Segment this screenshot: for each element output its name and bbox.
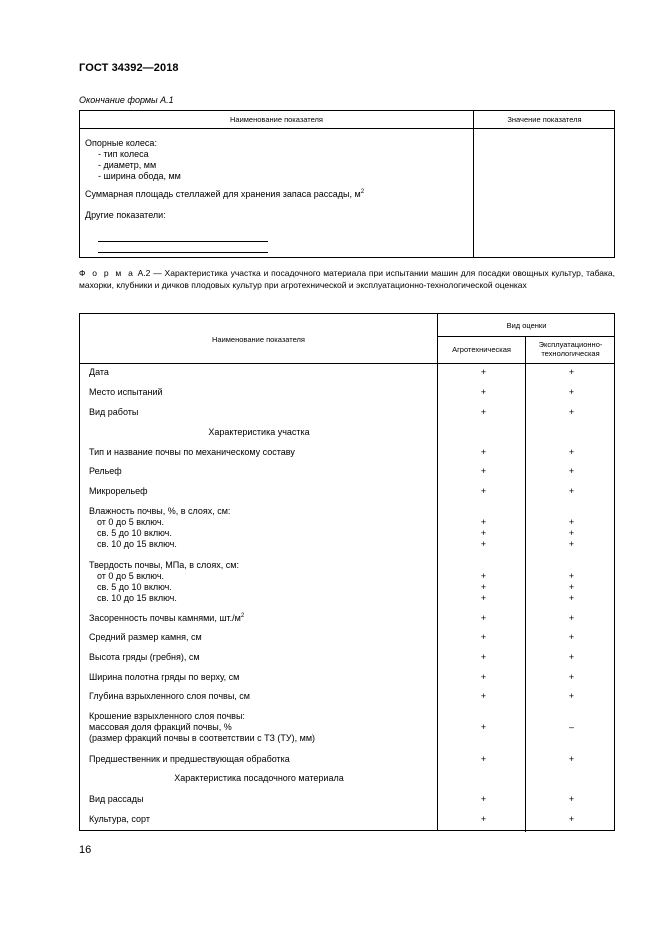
mark-agro: +: [480, 407, 487, 417]
mark-agro: +: [480, 387, 487, 397]
mark-agro: +: [480, 652, 487, 662]
table-row: Засоренность почвы камнями, $шт./м^2$: [89, 613, 245, 623]
table-row: Высота гряды (гребня), см: [89, 652, 200, 662]
mark-agro: +: [480, 528, 487, 538]
table-row: Рельеф: [89, 466, 122, 476]
list-item: - диаметр, мм: [98, 160, 157, 170]
mark-expl: +: [568, 672, 575, 682]
table-row: Средний размер камня, см: [89, 632, 202, 642]
mark-agro: +: [480, 367, 487, 377]
table-row: Культура, сорт: [89, 814, 150, 824]
mark-agro: +: [480, 754, 487, 764]
table-row-sub: массовая доля фракций почвы, %: [89, 722, 232, 732]
table-row-sub: св. 5 до 10 включ.: [97, 582, 172, 592]
mark-expl: +: [568, 367, 575, 377]
column-header-expl: Эксплуатационно- технологическая: [538, 340, 603, 358]
table-row: Влажность почвы, %, в слоях, см:: [89, 506, 231, 516]
other-label: Другие показатели:: [85, 210, 166, 220]
form-a2-caption: Ф о р м а А.2 — Характеристика участка и посадочного материала при испытании машин для посадки овощных культур, табака, махорки, клубники и дичков плодовых культур при агротехнической и эксплуатационно-технологической оценках: [79, 268, 615, 290]
mark-expl: +: [568, 447, 575, 457]
table-row: Предшественник и предшествующая обработка: [89, 754, 290, 764]
table-row: Вид работы: [89, 407, 139, 417]
list-item: - ширина обода, мм: [98, 171, 181, 181]
form-ending-caption: Окончание формы А.1: [79, 95, 174, 105]
mark-agro: +: [480, 447, 487, 457]
mark-expl: –: [568, 722, 574, 732]
table-row-sub: от 0 до 5 включ.: [97, 571, 165, 581]
mark-agro: +: [480, 486, 487, 496]
mark-agro: +: [480, 539, 487, 549]
page-number: 16: [79, 844, 92, 856]
column-header-agro: Агротехническая: [452, 345, 511, 354]
form-a1-table: [79, 110, 615, 258]
mark-expl: +: [568, 387, 575, 397]
mark-expl: +: [568, 407, 575, 417]
table-row-sub: от 0 до 5 включ.: [97, 517, 165, 527]
table-row-sub: св. 5 до 10 включ.: [97, 528, 172, 538]
mark-expl: +: [568, 613, 575, 623]
mark-agro: +: [480, 582, 487, 592]
column-header-name: Наименование показателя: [230, 115, 323, 124]
mark-expl: +: [568, 486, 575, 496]
mark-expl: +: [568, 466, 575, 476]
mark-agro: +: [480, 593, 487, 603]
mark-expl: +: [568, 814, 575, 824]
form-a2-table: [79, 313, 615, 831]
mark-agro: +: [480, 814, 487, 824]
blank-line: [98, 241, 268, 242]
mark-agro: +: [480, 613, 487, 623]
mark-expl: +: [568, 794, 575, 804]
section-heading: Характеристика посадочного материала: [174, 773, 344, 783]
column-header-name: Наименование показателя: [212, 335, 305, 344]
mark-agro: +: [480, 691, 487, 701]
mark-expl: +: [568, 593, 575, 603]
mark-agro: +: [480, 794, 487, 804]
list-item: - тип колеса: [98, 149, 149, 159]
support-wheels-label: Опорные колеса:: [85, 138, 157, 148]
table-row-sub: (размер фракций почвы в соответствии с ТЗ (ТУ), мм): [89, 733, 316, 743]
mark-agro: +: [480, 571, 487, 581]
document-code: ГОСТ 34392—2018: [79, 62, 179, 74]
column-header-group: Вид оценки: [506, 321, 547, 330]
mark-agro: +: [480, 672, 487, 682]
mark-expl: +: [568, 754, 575, 764]
table-row-sub: св. 10 до 15 включ.: [97, 593, 177, 603]
area-label: Суммарная площадь стеллажей для хранения запаса рассады, $м^2$: [85, 189, 365, 199]
section-heading: Характеристика участка: [208, 427, 310, 437]
table-row-sub: св. 10 до 15 включ.: [97, 539, 177, 549]
table-row: Глубина взрыхленного слоя почвы, см: [89, 691, 250, 701]
table-row: Вид рассады: [89, 794, 144, 804]
mark-expl: +: [568, 691, 575, 701]
table-row: Ширина полотна гряды по верху, см: [89, 672, 240, 682]
mark-expl: +: [568, 528, 575, 538]
mark-expl: +: [568, 582, 575, 592]
mark-agro: +: [480, 632, 487, 642]
mark-expl: +: [568, 517, 575, 527]
table-row: Место испытаний: [89, 387, 163, 397]
blank-line: [98, 252, 268, 253]
mark-agro: +: [480, 517, 487, 527]
table-row: Микрорельеф: [89, 486, 148, 496]
mark-expl: +: [568, 632, 575, 642]
table-row: Твердость почвы, МПа, в слоях, см:: [89, 560, 239, 570]
mark-agro: +: [480, 466, 487, 476]
table-row: Крошение взрыхленного слоя почвы:: [89, 711, 245, 721]
table-row: Дата: [89, 367, 109, 377]
mark-agro: +: [480, 722, 487, 732]
mark-expl: +: [568, 571, 575, 581]
mark-expl: +: [568, 652, 575, 662]
table-row: Тип и название почвы по механическому составу: [89, 447, 295, 457]
mark-expl: +: [568, 539, 575, 549]
column-header-value: Значение показателя: [507, 115, 582, 124]
